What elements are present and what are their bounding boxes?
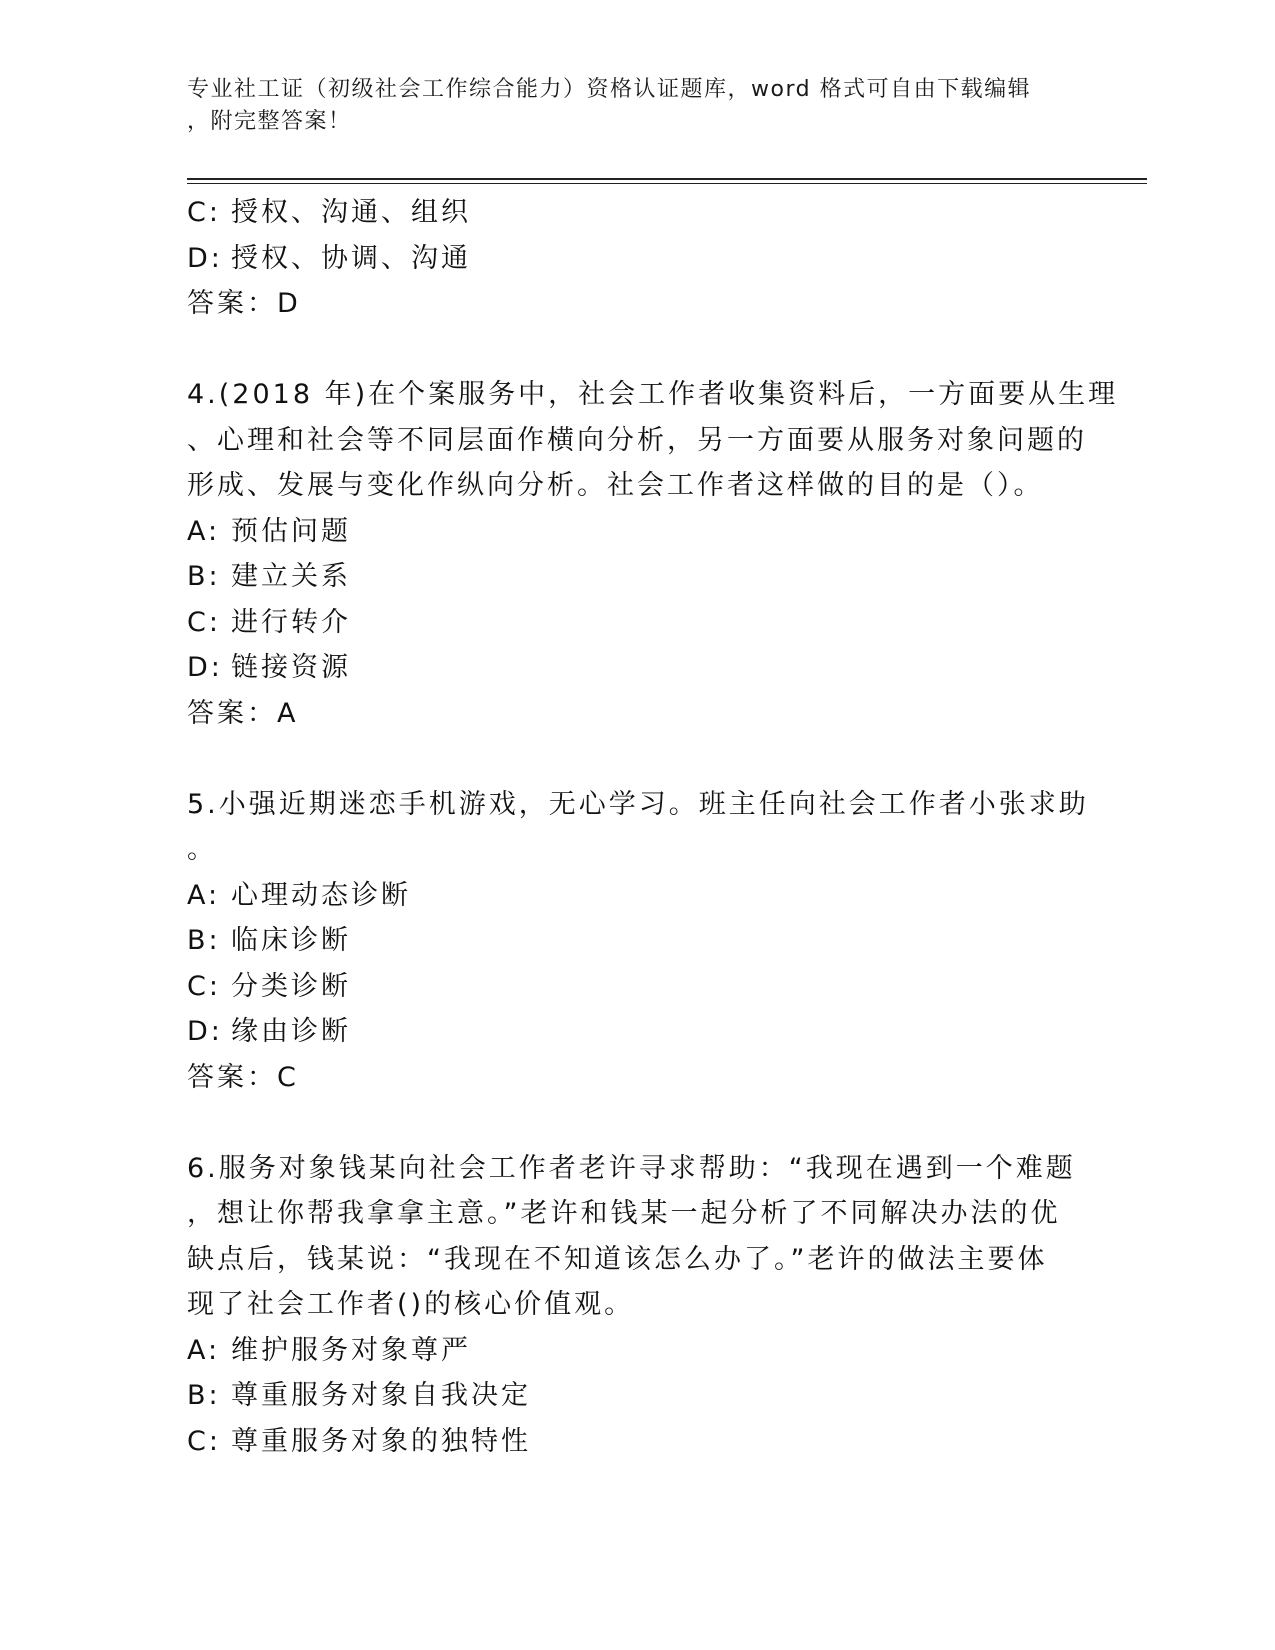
option-key: B: <box>187 1380 221 1411</box>
option-line <box>187 190 1057 236</box>
header-line-1: 专业社工证（初级社会工作综合能力）资格认证题库，word 格式可自由下载编辑 <box>187 77 1032 102</box>
option-line <box>187 236 1057 282</box>
spacer <box>187 327 1057 373</box>
question-text-line: 4.(2018 年)在个案服务中，社会工作者收集资料后，一方面要从生理 <box>187 379 1119 410</box>
option-key: B: <box>187 561 221 592</box>
option-text: 维护服务对象尊严 <box>231 1334 471 1366</box>
option-key: C: <box>187 197 221 228</box>
question-text-line: 、心理和社会等不同层面作横向分析，另一方面要从服务对象问题的 <box>187 424 1087 456</box>
option-text: 尊重服务对象自我决定 <box>231 1380 531 1411</box>
option-text: 授权、协调、沟通 <box>231 242 471 274</box>
answer-line: 答案：D <box>187 288 301 319</box>
option-key: A: <box>187 879 221 911</box>
option-key: C: <box>187 606 221 638</box>
spacer <box>187 736 1057 782</box>
option-line <box>187 554 1057 600</box>
option-text: 临床诊断 <box>231 925 351 956</box>
option-key: A: <box>187 1334 221 1366</box>
question-text-line: 6.服务对象钱某向社会工作者老许寻求帮助：“我现在遇到一个难题 <box>187 1152 1076 1184</box>
header-divider-thick <box>187 178 1147 180</box>
question-block-6 <box>187 1146 1076 1465</box>
option-key: D: <box>187 652 223 683</box>
option-key: C: <box>187 970 221 1002</box>
option-text: 缘由诊断 <box>231 1016 351 1047</box>
option-line <box>187 645 1057 691</box>
spacer <box>187 1100 1057 1146</box>
answer-line: 答案：C <box>187 1061 299 1093</box>
header-divider-thin <box>187 183 1147 184</box>
document-body <box>187 190 1119 1464</box>
option-text: 授权、沟通、组织 <box>231 197 471 228</box>
question-text-line: 形成、发展与变化作纵向分析。社会工作者这样做的目的是（）。 <box>187 470 1044 501</box>
option-text: 心理动态诊断 <box>231 879 411 911</box>
question-text-line: 5.小强近期迷恋手机游戏，无心学习。班主任向社会工作者小张求助 <box>187 788 1089 820</box>
question-text-line: 缺点后，钱某说：“我现在不知道该怎么办了。”老许的做法主要体 <box>187 1243 1048 1275</box>
option-line <box>187 1373 1057 1419</box>
option-line <box>187 1009 1057 1055</box>
question-text-line: ，想让你帮我拿拿主意。”老许和钱某一起分析了不同解决办法的优 <box>187 1198 1061 1229</box>
option-key: C: <box>187 1425 221 1457</box>
option-text: 预估问题 <box>231 515 351 547</box>
option-text: 进行转介 <box>231 606 351 638</box>
option-key: B: <box>187 925 221 956</box>
question-text-line: 。 <box>187 834 217 865</box>
option-line <box>187 600 1057 646</box>
option-line <box>187 509 1057 555</box>
option-text: 链接资源 <box>231 652 351 683</box>
question-text-line: 现了社会工作者()的核心价值观。 <box>187 1289 635 1320</box>
option-text: 分类诊断 <box>231 970 351 1002</box>
option-line <box>187 1419 1057 1465</box>
option-text: 尊重服务对象的独特性 <box>231 1425 531 1457</box>
option-key: A: <box>187 515 221 547</box>
option-key: D: <box>187 242 223 274</box>
question-block-4 <box>187 372 1119 736</box>
option-line <box>187 918 1057 964</box>
option-line <box>187 873 1057 919</box>
option-key: D: <box>187 1016 223 1047</box>
page-header <box>187 74 1067 138</box>
question-block-3 <box>187 190 1057 327</box>
option-line <box>187 964 1057 1010</box>
option-text: 建立关系 <box>231 561 351 592</box>
answer-line: 答案：A <box>187 697 299 729</box>
header-line-2: ，附完整答案！ <box>187 109 352 134</box>
option-line <box>187 1328 1057 1374</box>
question-block-5 <box>187 782 1089 1101</box>
